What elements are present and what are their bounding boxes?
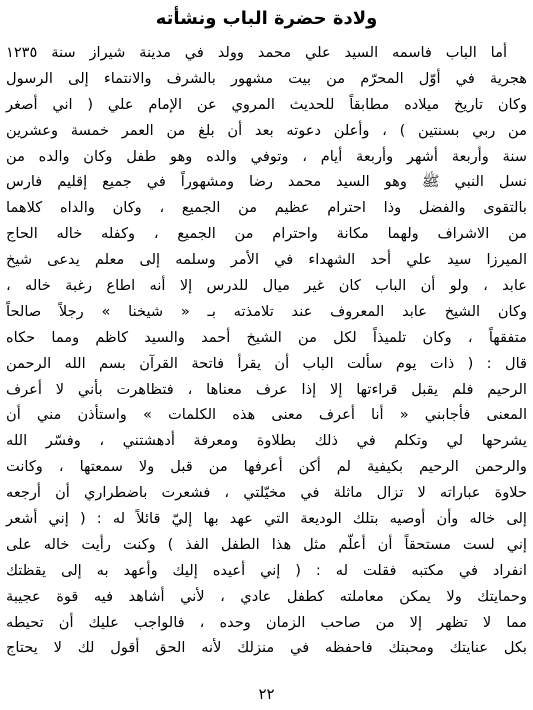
text-line: سنة وأربعة أشهر وأربعة أيام ، وتوفي والده وهو طفل وكان والده من <box>6 147 527 165</box>
text-line: إلى خاله وأن أوصيه بتلك الوديعة التي عهد بها إليّ قائلاً له : ( إني أشعر <box>6 510 527 528</box>
text-line: يشرحها لي وتكلم في ذلك بطلاوة ومعرفة أدهشتني ، وفسّر الله <box>6 432 527 450</box>
text-line: نسل النبي ﷺ وهو السيد محمد رضا ومشهوراً في جميع إقليم فارس <box>6 173 527 191</box>
text-line: وكان الشيخ عابد المعروف عند تلامذته بـ « شيخنا » رجلاً صالحاً <box>6 302 527 320</box>
text-line: والرحمن الرحيم بكيفية لم أكن أعرفها من قبل ولا سمعتها ، وكانت <box>6 458 527 476</box>
text-line: المعنى فأجابني « أنا أعرف معنى هذه الكلمات » واستأذن مني أن <box>6 406 527 424</box>
text-line: وحمايتك ولا يمكن معاملته كطفل عادي ، لأني أشاهد فيه قوة عجيبة <box>6 587 527 605</box>
text-line: عابد ، ولو أن الباب كان غير ميال للدرس إلا أنه اطاع رغبة خاله ، <box>6 277 527 295</box>
text-line: من ربي بسنتين ) ، وأعلن دعوته بعد أن بلغ من العمر خمسة وعشرين <box>6 121 527 139</box>
text-line: متفقهاً ، وكان تلميذاً لكل من الشيخ أحمد والسيد كاظم ومما حكاه <box>6 328 527 346</box>
text-line: أما الباب فاسمه السيد علي محمد وولد في مدينة شيراز سنة ١٢٣٥ <box>6 44 507 61</box>
page-number: ٢٢ <box>258 685 275 703</box>
body-text <box>0 40 533 661</box>
text-line: بكل عنايتك ومحبتك فاحفظه في منزلك لأنه الحق أقول لك لا يحتاج <box>6 639 527 657</box>
chapter-title: ولادة حضرة الباب ونشأته <box>155 8 378 29</box>
text-line: بالتقوى والفضل وذا احترام عظيم من الجميع ، وكان والداه كلاهما <box>6 199 527 217</box>
text-line: من الاشراف ولهما مكانة واحترام من الجميع ، وكفله خاله الحاج <box>6 225 527 243</box>
text-line: وكان تاريخ ميلاده مطابقاً للحديث المروي عن الإمام علي ( اني أصغر <box>6 95 527 113</box>
text-line: قال : ( ذات يوم سألت الباب أن يقرأ فاتحة القرآن بسم الله الرحمن <box>6 354 527 372</box>
text-line: الرحيم فلم يقبل قراءتها إلا إذا عرف معناها ، فتظاهرت بأني لا أعرف <box>6 380 527 398</box>
text-line: انفراد في مكتبه فقلت له : ( إني أعيده إليك وأعهد به إلى يقظتك <box>6 561 527 579</box>
text-line: إني لست مستحقاً أن أعلّم مثل هذا الطفل الفذ ) وكنت رأيت خاله على <box>6 535 527 553</box>
text-line: مما لا تظهر إلا من صاحب الزمان وحده ، فالواجب عليك أن تحيطه <box>6 613 527 631</box>
text-line: هجرية في أوّل المحرّم من بيت مشهور بالشرف والانتماء إلى الرسول <box>6 69 527 87</box>
text-line: الميرزا سيد علي أحد الشهداء في الأمر وسلمه إلى معلم يدعى شيخ <box>6 251 527 269</box>
text-line: حلاوة عباراته لا تزال ماثلة في مخيّلتي ، فشعرت باضطراري أن أرجعه <box>6 484 527 502</box>
